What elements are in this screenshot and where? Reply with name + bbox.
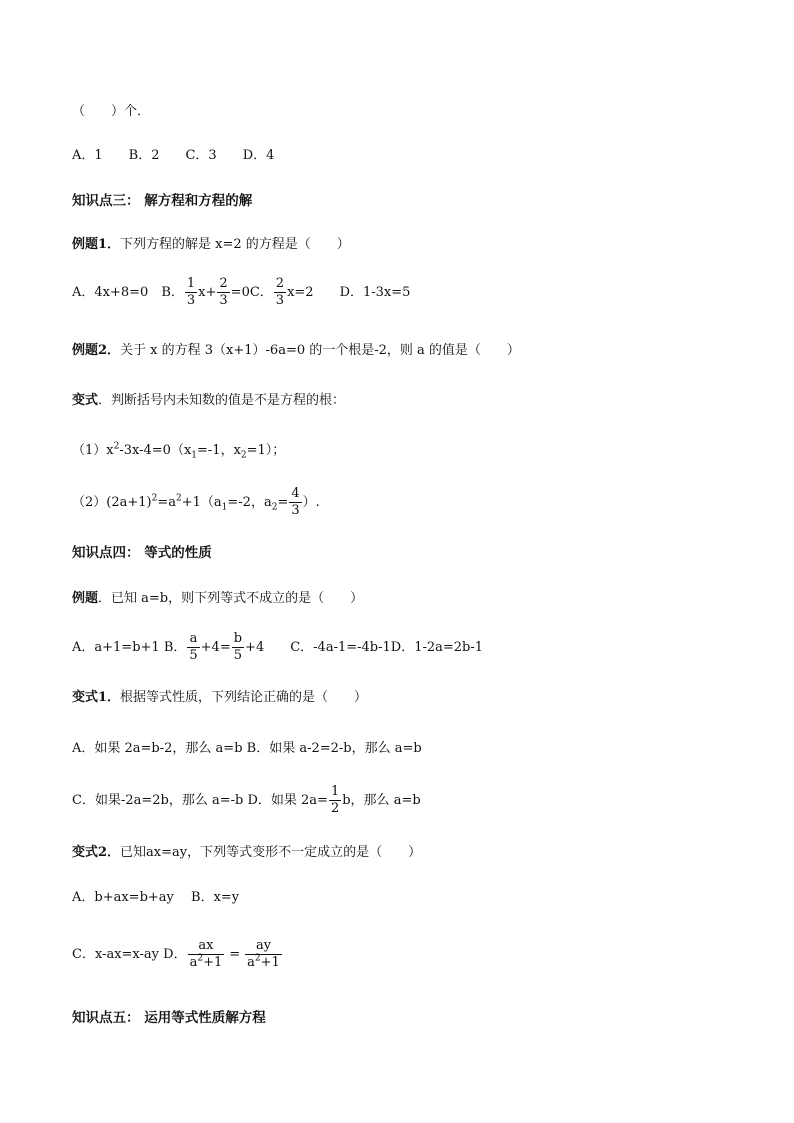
variation-1-options-ab (72, 740, 422, 758)
denominator: 3 (291, 503, 300, 518)
option-text: A．如果 2a=b-2，那么 a=b B．如果 a-2=2-b，那么 a=b (72, 741, 422, 756)
subscript: 2 (271, 502, 278, 513)
option-text: x=2 D．1-3x=5 (287, 285, 411, 300)
option-text: C．如果-2a=2b，那么 a=-b D．如果 2a= (72, 793, 328, 808)
example-label: 例题 (72, 591, 99, 606)
heading-text: 知识点五： 运用等式性质解方程 (72, 1010, 266, 1026)
example-1-options (72, 276, 410, 310)
option-text: b，那么 a=b (342, 793, 421, 808)
fraction (187, 632, 199, 663)
variation-intro (72, 392, 345, 410)
denominator: 2 (330, 801, 340, 816)
text: +1（a (181, 495, 222, 510)
variation-2-options-cd (72, 936, 283, 974)
heading-text: 知识点三： 解方程和方程的解 (72, 193, 253, 209)
section-heading-3 (72, 192, 252, 210)
section-heading-4 (72, 544, 212, 562)
example-label: 例题1． (72, 237, 121, 252)
variation-label: 变式1． (72, 690, 121, 705)
text: =-1，x (197, 443, 241, 458)
text: =1）； (246, 443, 286, 458)
superscript: 2 (176, 493, 182, 504)
subscript: 2 (240, 450, 247, 461)
text: （ ）个． (72, 104, 151, 119)
fraction (289, 487, 301, 518)
numerator: 4 (291, 486, 300, 501)
heading-text: 知识点四： 等式的性质 (72, 545, 212, 561)
question-text: 下列方程的解是 x=2 的方程是（ ） (120, 237, 350, 252)
tail: +1 (260, 955, 280, 970)
fraction (274, 277, 286, 308)
denominator: 3 (275, 293, 285, 308)
numerator: 2 (219, 276, 228, 291)
base: a (189, 955, 198, 970)
text: （2）(2a+1) (72, 495, 152, 510)
fraction (329, 785, 341, 816)
option-text: C．x-ax=x-ay D． (72, 947, 187, 962)
example-1-question (72, 236, 350, 254)
question-text: 根据等式性质，下列结论正确的是（ ） (120, 690, 368, 705)
denominator: 5 (233, 648, 243, 663)
question-continuation (72, 103, 150, 121)
question-text: 关于 x 的方程 3（x+1）-6a=0 的一个根是-2，则 a 的值是（ ） (120, 343, 520, 358)
variation-1-options-cd (72, 784, 421, 818)
option-text: +4 C．-4a-1=-4b-1D．1-2a=2b-1 (245, 640, 484, 655)
question-text: ．已知 a=b，则下列等式不成立的是（ ） (98, 591, 364, 606)
text: ）. (302, 495, 320, 510)
numerator: ay (255, 938, 272, 953)
variation-item-1 (72, 442, 285, 460)
variation-item-2 (72, 486, 320, 520)
text: （1）x (72, 443, 114, 458)
fraction (245, 939, 282, 970)
denominator: 3 (219, 293, 228, 308)
text: =-2，a (227, 495, 272, 510)
variation-2-question (72, 844, 421, 862)
fraction (217, 277, 229, 308)
subscript: 1 (191, 450, 198, 461)
subscript: 1 (221, 502, 228, 513)
variation-1-question (72, 689, 367, 707)
option-text: A．4x+8=0 B． (72, 285, 184, 300)
fraction (188, 939, 225, 970)
option-text: +4= (200, 640, 231, 655)
text: =a (157, 495, 176, 510)
variation-label: 变式2． (72, 845, 121, 860)
denominator: 3 (186, 293, 196, 308)
numerator: ax (198, 938, 214, 953)
superscript: 2 (113, 441, 120, 452)
denominator: 5 (189, 648, 198, 663)
base: a (247, 955, 255, 970)
numerator: b (233, 631, 243, 646)
section-heading-5 (72, 1009, 266, 1027)
question-text: 已知ax=ay，下列等式变形不一定成立的是（ ） (120, 845, 422, 860)
fraction (185, 277, 197, 308)
variation-label: 变式 (72, 393, 99, 408)
option-text: A．a+1=b+1 B． (72, 640, 187, 655)
options-text: A．1 B．2 C．3 D．4 (72, 148, 275, 163)
superscript: 2 (151, 493, 158, 504)
tail: +1 (203, 955, 223, 970)
numerator: 2 (275, 276, 285, 291)
superscript: 2 (197, 953, 204, 964)
text: = (277, 495, 289, 510)
example-3-question (72, 590, 363, 608)
answer-options (72, 147, 274, 165)
option-text: x+ (198, 285, 217, 300)
example-label: 例题2． (72, 343, 121, 358)
variation-2-options-ab (72, 889, 239, 907)
equals-sign: = (229, 947, 241, 962)
numerator: 1 (330, 784, 340, 799)
denominator (245, 954, 282, 970)
text: -3x-4=0（x (119, 443, 192, 458)
numerator: 1 (186, 276, 196, 291)
denominator (188, 954, 225, 970)
fraction (232, 632, 244, 663)
superscript: 2 (254, 953, 261, 964)
example-2-question (72, 342, 520, 360)
numerator: a (189, 631, 198, 646)
example-3-options (72, 631, 483, 665)
option-text: =0C． (230, 285, 273, 300)
variation-text: ．判断括号内未知数的值是不是方程的根： (98, 393, 346, 408)
option-text: A．b+ax=b+ay B．x=y (72, 890, 240, 905)
